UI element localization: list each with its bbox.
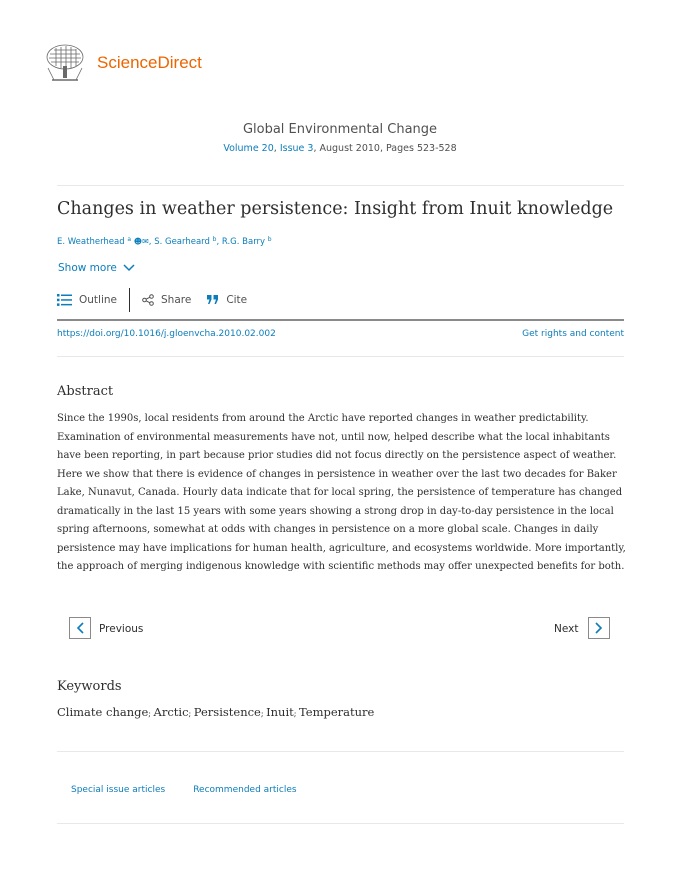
outline-button[interactable] — [57, 294, 117, 306]
chevron-left-icon — [76, 622, 84, 634]
divider — [57, 751, 624, 752]
keywords-heading: Keywords — [57, 679, 122, 694]
show-more-button[interactable] — [58, 262, 135, 274]
volume-link[interactable]: Volume 20 — [223, 143, 274, 154]
author-link[interactable]: R.G. Barry — [221, 237, 266, 247]
brand-name[interactable]: ScienceDirect — [97, 53, 202, 72]
chevron-down-icon — [123, 264, 135, 272]
author-link[interactable]: S. Gearheard — [154, 237, 210, 247]
keyword-item: Temperature — [299, 705, 375, 719]
share-label: Share — [161, 294, 192, 306]
previous-label[interactable]: Previous — [99, 623, 144, 635]
issue-details: , August 2010, Pages 523-528 — [313, 143, 457, 154]
show-more-label: Show more — [58, 262, 117, 274]
cite-label: Cite — [226, 294, 248, 306]
keyword-item: Arctic — [153, 705, 189, 719]
abstract-text: Since the 1990s, local residents from around the Arctic have reported changes in weather predictability. Examination of environmental measurements have not, until now, helped describe what the local inhabitants have been reporting, in part because prior studies did not focus directly on the persistence aspect of weather. Here we show that there is evidence of changes in persistence in weather over the last two decades for Baker Lake, Nunavut, Canada. Hourly data indicate that for local spring, the persistence of temperature has changed dramatically in the last 15 years with some years showing a strong drop in day-to-day persistence in the local spring afternoons, somewhat at odds with changes in persistence on a more global scale. Changes in daily persistence may have implications for human health, agriculture, and ecosystems worldwide. More importantly, the approach of merging indigenous knowledge with scientific methods may offer unexpected benefits for both. — [57, 413, 626, 572]
issue-info: Volume 20, Issue 3, August 2010, Pages 523-528 — [223, 143, 457, 154]
next-button[interactable] — [588, 617, 610, 639]
divider — [57, 823, 624, 824]
quote-icon — [207, 295, 219, 305]
abstract-heading: Abstract — [57, 384, 114, 399]
special-issue-link[interactable]: Special issue articles — [71, 785, 166, 795]
chevron-right-icon — [595, 622, 603, 634]
journal-title[interactable]: Global Environmental Change — [242, 122, 438, 137]
next-label[interactable]: Next — [554, 623, 579, 635]
article-toolbar — [57, 289, 247, 311]
toolbar-separator — [129, 288, 130, 312]
recommended-articles-link[interactable]: Recommended articles — [193, 785, 297, 795]
outline-label: Outline — [79, 294, 117, 306]
divider — [57, 356, 624, 357]
share-icon — [142, 294, 154, 306]
elsevier-tree-logo[interactable] — [44, 44, 86, 82]
article-title: Changes in weather persistence: Insight from Inuit knowledge — [57, 199, 614, 219]
email-icon[interactable]: ✉ — [142, 237, 149, 246]
rights-link[interactable]: Get rights and content — [522, 329, 624, 339]
keyword-list: Climate change; Arctic; Persistence; Inuit; Temperature — [57, 705, 375, 719]
author-link[interactable]: E. Weatherhead — [57, 237, 125, 247]
previous-button[interactable] — [69, 617, 91, 639]
person-icon[interactable]: ☻ — [133, 237, 143, 246]
doi-link[interactable]: https://doi.org/10.1016/j.gloenvcha.2010.02.002 — [57, 329, 276, 339]
author-list: E. Weatherhead $^a$ ☻✉, S. Gearheard $^b$, R.G. Barry $^b$ — [57, 236, 272, 247]
keyword-item: Inuit — [266, 705, 294, 719]
outline-list-icon — [57, 294, 72, 306]
bottom-links — [71, 785, 297, 795]
issue-link[interactable]: Issue 3 — [279, 143, 314, 154]
keyword-item: Persistence — [193, 705, 261, 719]
divider — [57, 185, 624, 186]
cite-button[interactable] — [207, 294, 247, 306]
share-button[interactable] — [142, 294, 191, 306]
keyword-item: Climate change — [57, 705, 149, 719]
toolbar-underline — [57, 319, 624, 321]
